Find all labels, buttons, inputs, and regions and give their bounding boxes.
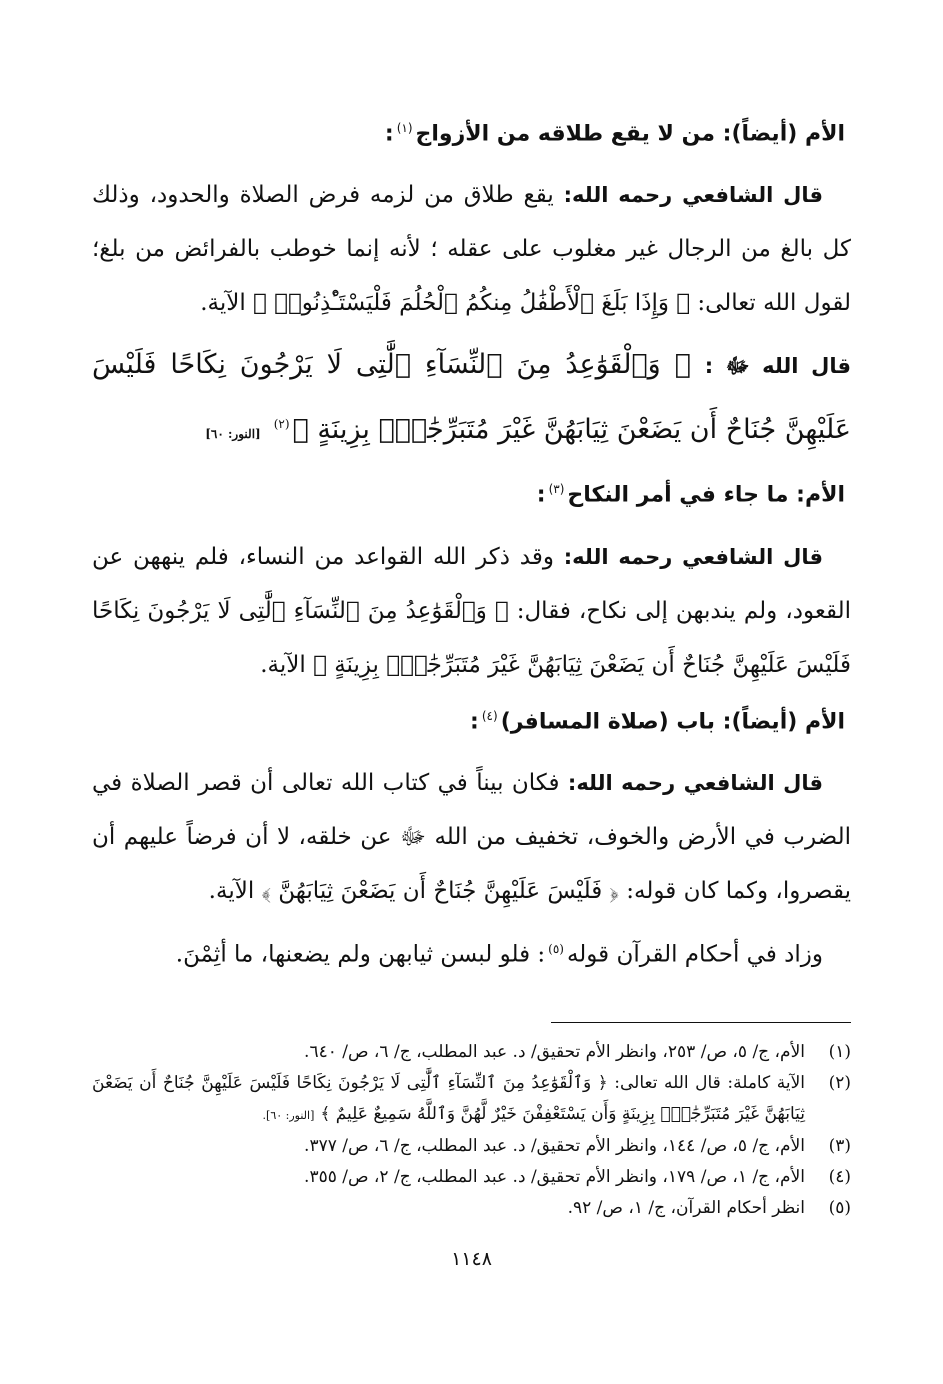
footnote-text: الأم، ج/ ٥، ص/ ٢٥٣، وانظر الأم تحقيق/ د. عبد المطلب، ج/ ٦، ص/ ٦٤٠.	[304, 1041, 805, 1062]
paragraph-1	[92, 168, 851, 330]
paragraph-text-end: : فلو لبسن ثيابهن ولم يضعنها، ما أثِمْنَ.	[175, 941, 546, 968]
heading-text: الأم: ما جاء في أمر النكاح	[567, 482, 845, 508]
verse-text: ﴿ وَٱلْقَوَٰعِدُ مِنَ ٱلنِّسَآءِ ٱلَّٰتِى لَا يَرْجُونَ نِكَاحًا فَلَيْسَ عَلَيْهِنَّ جُنَاحٌ أَن يَضَعْنَ ثِيَابَهُنَّ غَيْرَ مُتَبَرِّجَٰتٍۭ بِزِينَةٍ ﴾	[92, 349, 851, 446]
footnote-item	[92, 1068, 851, 1131]
footnote-number: (٣)	[828, 1135, 851, 1156]
footnote-ref[interactable]: (٥)	[548, 941, 564, 956]
footnotes	[92, 1037, 851, 1224]
footnote-text: الآية كاملة: قال الله تعالى: ﴿ وَٱلْقَوَٰعِدُ مِنَ ٱلنِّسَآءِ ٱلَّٰتِى لَا يَرْجُونَ نِكَاحًا فَلَيْسَ عَلَيْهِنَّ جُنَاحٌ أَن يَضَعْنَ ثِيَابَهُنَّ غَيْرَ مُتَبَرِّجَٰتٍۭ بِزِينَةٍ وَأَن يَسْتَعْفِفْنَ خَيْرٌ لَّهُنَّ وَٱللَّهُ سَمِيعٌ عَلِيمٌ ﴾	[92, 1072, 805, 1124]
footnote-number: (٢)	[828, 1072, 851, 1093]
footnote-number: (١)	[828, 1041, 851, 1062]
footnote-item	[92, 1037, 851, 1068]
page-number: ١١٤٨	[451, 1248, 492, 1270]
paragraph-text: وقد ذكر الله القواعد من النساء، فلم ينههن عن القعود، ولم يندبهن إلى نكاح، فقال: ﴿ وَٱلْقَوَٰعِدُ مِنَ ٱلنِّسَآءِ ٱلَّٰتِى لَا يَرْجُونَ نِكَاحًا فَلَيْسَ عَلَيْهِنَّ جُنَاحٌ أَن يَضَعْنَ ثِيَابَهُنَّ غَيْرَ مُتَبَرِّجَٰتٍۭ بِزِينَةٍ ﴾ الآية.	[92, 543, 851, 678]
verse-reference: [النور: ٦٠]	[205, 427, 261, 442]
speaker-label: قال الشافعي رحمه الله:	[563, 183, 823, 208]
verse-lead: قال الله ﷻ :	[704, 354, 851, 379]
paragraph-4	[92, 922, 851, 982]
footnote-number: (٥)	[828, 1197, 851, 1218]
footnote-text: الأم، ج/ ١، ص/ ١٧٩، وانظر الأم تحقيق/ د. عبد المطلب، ج/ ٢، ص/ ٣٥٥.	[304, 1166, 805, 1187]
heading-text: الأم (أيضاً): من لا يقع طلاقه من الأزواج	[415, 121, 845, 147]
heading-colon: :	[384, 121, 394, 147]
paragraph-2	[92, 530, 851, 692]
section-heading-2	[92, 469, 845, 515]
speaker-label: قال الشافعي رحمه الله:	[563, 544, 824, 569]
speaker-label: قال الشافعي رحمه الله:	[567, 770, 824, 795]
footnote-text: الأم، ج/ ٥، ص/ ١٤٤، وانظر الأم تحقيق/ د. عبد المطلب، ج/ ٦، ص/ ٣٧٧.	[304, 1135, 805, 1156]
paragraph-3	[92, 756, 851, 918]
footnote-reference: [النور: ٦٠].	[262, 1108, 315, 1122]
paragraph-text: فكان بيناً في كتاب الله تعالى أن قصر الصلاة في الضرب في الأرض والخوف، تخفيف من الله ﷻ عن خلقه، لا أن فرضاً عليهم أن يقصروا، وكما كان قوله: ﴿ فَلَيْسَ عَلَيْهِنَّ جُنَاحٌ أَن يَضَعْنَ ثِيَابَهُنَّ ﴾ الآية.	[92, 769, 851, 904]
heading-text: الأم (أيضاً): باب (صلاة المسافر)	[500, 708, 845, 734]
footnote-divider	[551, 1022, 851, 1023]
footnote-number: (٤)	[828, 1166, 851, 1187]
verse-block	[92, 336, 851, 463]
heading-colon: :	[536, 482, 546, 508]
footnote-item	[92, 1131, 851, 1162]
footnote-ref[interactable]: (٢)	[273, 417, 290, 432]
footnote-ref[interactable]: (١)	[396, 121, 413, 135]
section-heading-3	[92, 696, 845, 742]
section-heading-1	[92, 108, 845, 154]
paragraph-text: وزاد في أحكام القرآن قوله	[566, 941, 823, 968]
footnote-text-wrap	[92, 1068, 805, 1131]
footnote-item	[92, 1162, 851, 1193]
footnote-ref[interactable]: (٣)	[548, 482, 565, 497]
heading-colon: :	[470, 708, 479, 734]
paragraph-text: يقع طلاق من لزمه فرض الصلاة والحدود، وذلك كل بالغ من الرجال غير مغلوب على عقله ؛ لأنه إنما خوطب بالفرائض من بلغ؛ لقول الله تعالى: ﴿ وَإِذَا بَلَغَ ٱلْأَطْفَٰلُ مِنكُمُ ٱلْحُلُمَ فَلْيَسْتَـْٔذِنُوا۟ ﴾ الآية.	[92, 182, 851, 317]
footnote-text: انظر أحكام القرآن، ج/ ١، ص/ ٩٢.	[567, 1197, 805, 1218]
footnote-ref[interactable]: (٤)	[481, 708, 498, 723]
footnote-item	[92, 1193, 851, 1224]
